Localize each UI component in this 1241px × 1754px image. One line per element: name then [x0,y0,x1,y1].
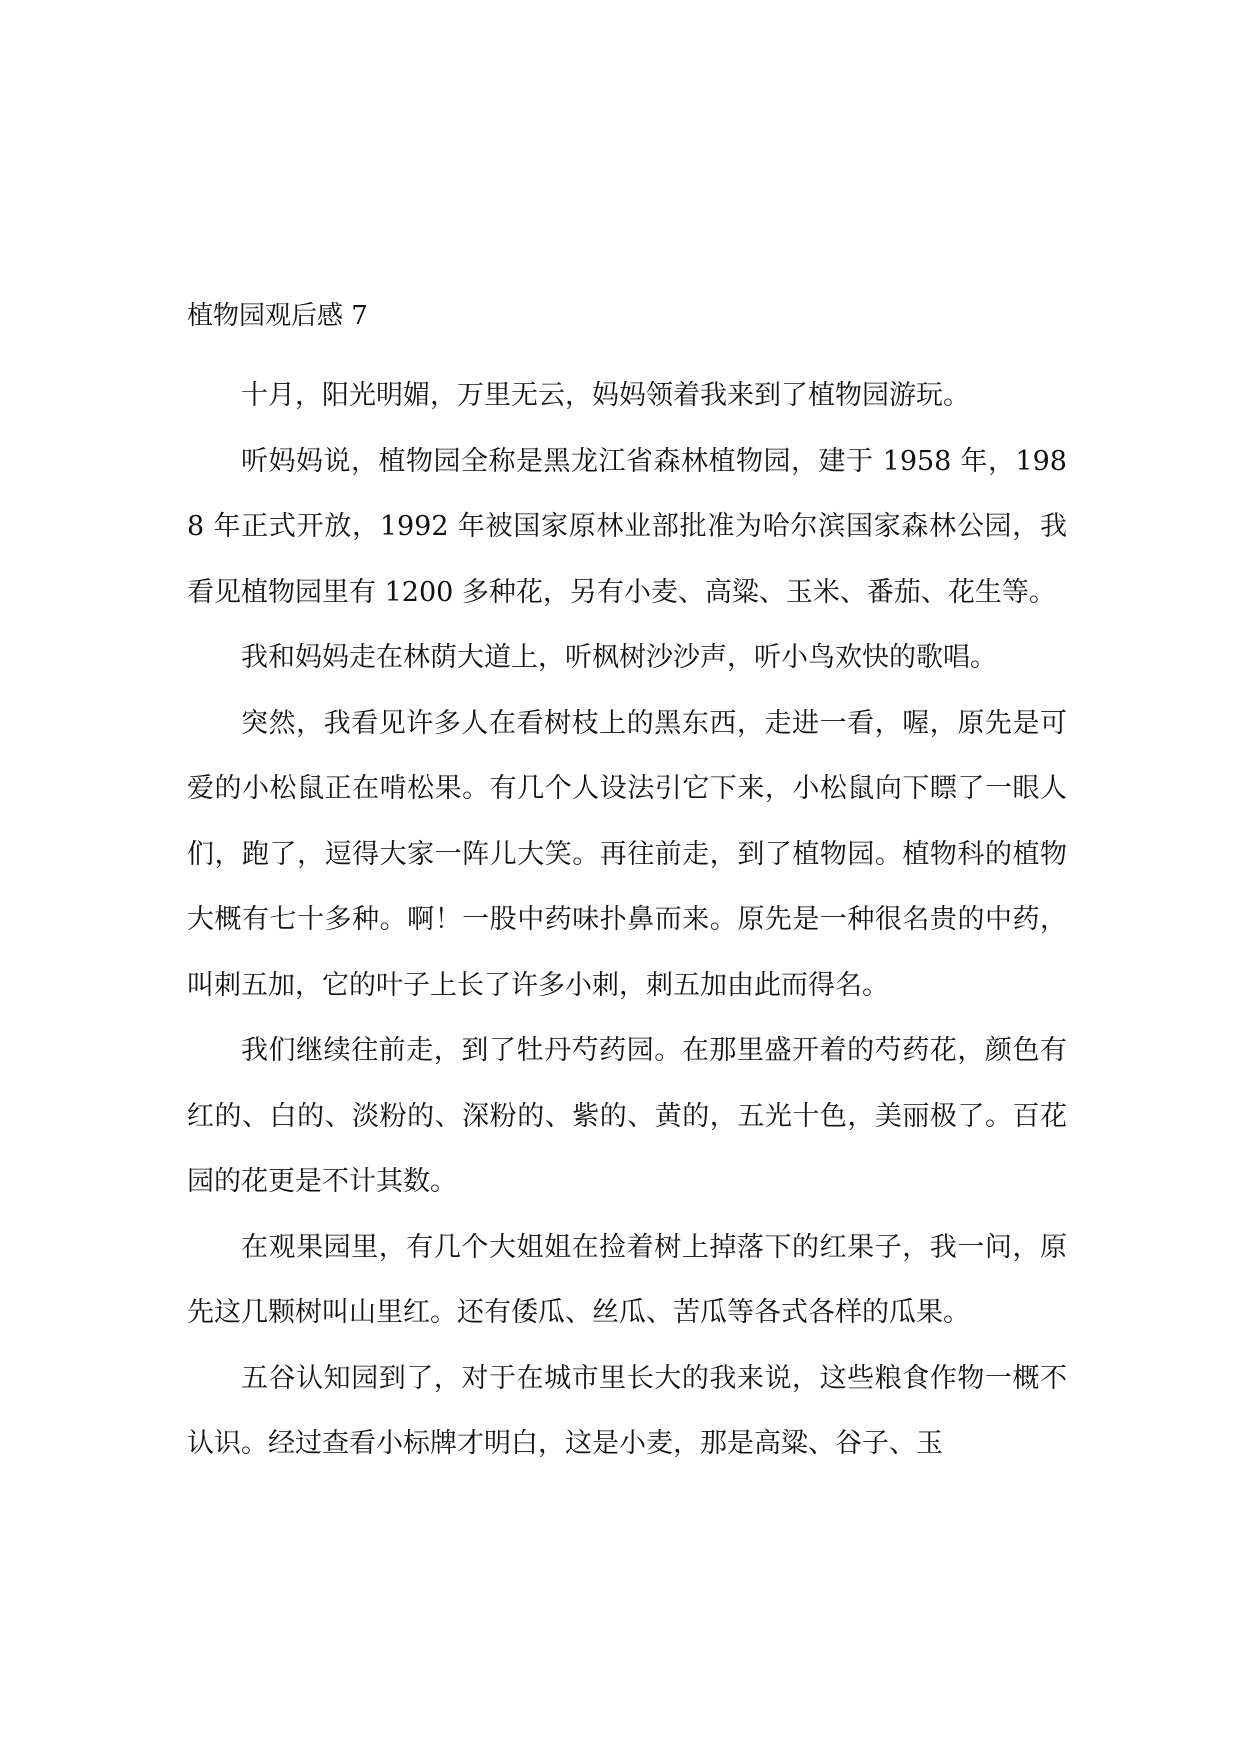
document-title: 植物园观后感 7 [187,301,368,331]
paragraph-5: 我们继续往前走，到了牡丹芍药园。在那里盛开着的芍药花，颜色有红的、白的、淡粉的、深粉的、紫的、黄的，五光十色，美丽极了。百花园的花更是不计其数。 [187,1035,1067,1197]
paragraph-7: 五谷认知园到了，对于在城市里长大的我来说，这些粮食作物一概不认识。经过查看小标牌才明白，这是小麦，那是高粱、谷子、玉 [187,1362,1067,1459]
paragraph-1: 十月，阳光明媚，万里无云，妈妈领着我来到了植物园游玩。 [241,380,970,411]
paragraph-4: 突然，我看见许多人在看树枝上的黑东西，走进一看，喔，原先是可爱的小松鼠正在啃松果。有几个人设法引它下来，小松鼠向下瞟了一眼人们，跑了，逗得大家一阵儿大笑。再往前走，到了植物园。植物科的植物大概有七十多种。啊！一股中药味扑鼻而来。原先是一种很名贵的中药，叫刺五加，它的叶子上长了许多小刺，刺五加由此而得名。 [187,707,1067,1001]
paragraph-3: 我和妈妈走在林荫大道上，听枫树沙沙声，听小鸟欢快的歌唱。 [241,642,997,673]
paragraph-2: 听妈妈说，植物园全称是黑龙江省森林植物园，建于 1958 年，1988 年正式开放，1992 年被国家原林业部批准为哈尔滨国家森林公园，我看见植物园里有 1200 多种花，另有小麦、高粱、玉米、番茄、花生等。 [187,445,1067,608]
document-page [187,291,1067,1477]
paragraph-6: 在观果园里，有几个大姐姐在捡着树上掉落下的红果子，我一问，原先这几颗树叫山里红。还有倭瓜、丝瓜、苦瓜等各式各样的瓜果。 [187,1231,1067,1328]
